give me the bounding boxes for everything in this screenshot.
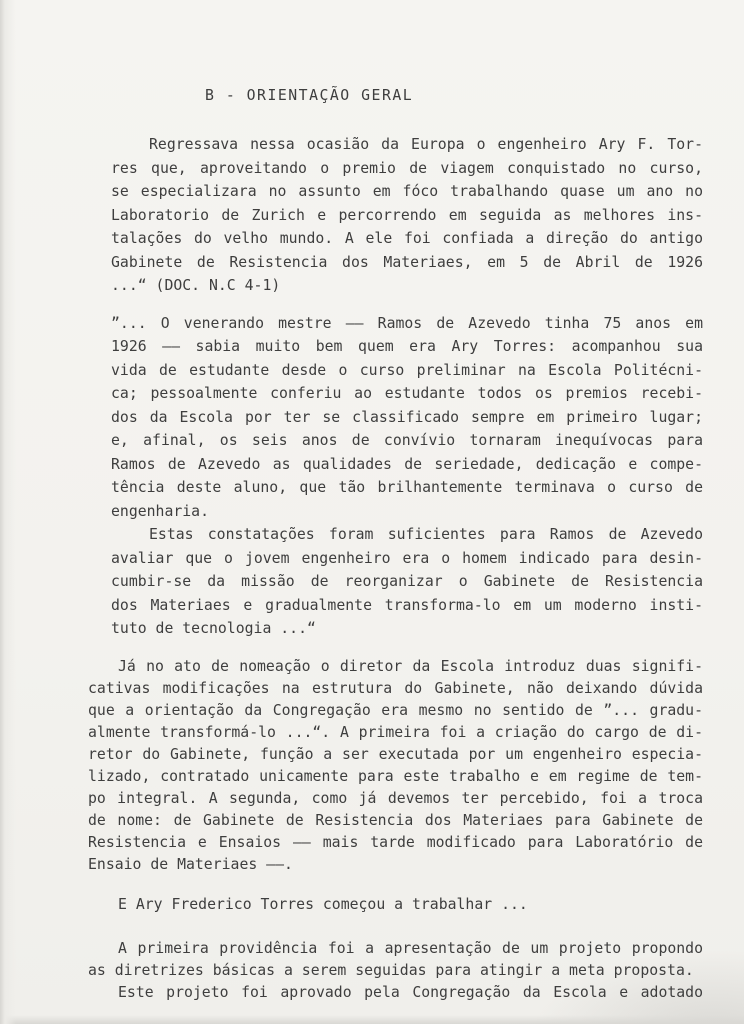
text-line: Laboratorio de Zurich e percorrendo em seguida as melhores ins- <box>111 206 703 224</box>
text-line: Este projeto foi aprovado pela Congregação da Escola e adotado <box>118 983 703 1001</box>
text-line: retor do Gabinete, função a ser executada por um engenheiro especia- <box>88 745 703 763</box>
text-line: tência deste aluno, que tão brilhantemente terminava o curso de <box>111 479 703 496</box>
text-line: engenharia. <box>111 502 209 520</box>
text-line: cativas modificações na estrutura do Gabinete, não deixando dúvida <box>88 679 703 697</box>
text-line: po integral. A segunda, como já devemos ter percebido, foi a troca <box>88 789 703 807</box>
paragraph <box>111 523 703 641</box>
text-line: e, afinal, os seis anos de convívio tornaram inequívocas para <box>111 432 703 449</box>
text-line: lizado, contratado unicamente para este trabalho e em regime de tem- <box>88 767 703 785</box>
text-line: Ensaio de Materiaes ——. <box>88 855 293 873</box>
text-line: ”... O venerando mestre —— Ramos de Azevedo tinha 75 anos em <box>111 314 703 332</box>
paragraph <box>111 133 703 298</box>
text-line: as diretrizes básicas a serem seguidas para atingir a meta proposta. <box>88 961 694 979</box>
text-line: Já no ato de nomeação o diretor da Escola introduz duas signifi- <box>118 657 703 675</box>
document-body <box>0 133 744 1004</box>
text-line: talações do velho mundo. A ele foi confiada a direção do antigo <box>111 230 703 247</box>
text-line: de nome: de Gabinete de Resistencia dos Materiaes para Gabinete de <box>88 811 703 829</box>
text-line: dos Materiaes e gradualmente transforma-lo em um moderno insti- <box>111 596 703 614</box>
section-heading: B - ORIENTAÇÃO GERAL <box>205 87 414 104</box>
text-line: avaliar que o jovem engenheiro era o homem indicado para desin- <box>111 549 703 567</box>
paragraph <box>88 938 703 982</box>
text-line: Ramos de Azevedo as qualidades de seriedade, dedicação e compe- <box>111 455 703 473</box>
text-line: almente transformá-lo ...“. A primeira foi a criação do cargo de di- <box>88 723 703 741</box>
text-line: ...“ (DOC. N.C 4-1) <box>111 277 281 294</box>
text-line: tuto de tecnologia ...“ <box>111 620 316 637</box>
paragraph <box>88 656 703 876</box>
paragraph <box>111 312 703 524</box>
text-line: vida de estudante desde o curso preliminar na Escola Politécni- <box>111 361 703 379</box>
text-line: dos da Escola por ter se classificado sempre em primeiro lugar; <box>111 408 703 426</box>
text-line: se especializara no assunto em fóco trabalhando quase um ano no <box>111 183 703 200</box>
text-line: Regressava nessa ocasião da Europa o engenheiro Ary F. Tor- <box>149 136 703 153</box>
text-line: ca; pessoalmente conferiu ao estudante todos os premios recebi- <box>111 385 703 402</box>
text-line: que a orientação da Congregação era mesmo no sentido de ”... gradu- <box>88 701 703 719</box>
text-line: Resistencia e Ensaios —— mais tarde modificado para Laboratório de <box>88 833 703 851</box>
text-line: Gabinete de Resistencia dos Materiaes, em 5 de Abril de 1926 <box>111 253 703 271</box>
text-line: res que, aproveitando o premio de viagem conquistado no curso, <box>111 159 703 177</box>
text-line: Estas constatações foram suficientes para Ramos de Azevedo <box>149 526 703 543</box>
text-line: A primeira providência foi a apresentação de um projeto propondo <box>118 939 703 957</box>
text-line: 1926 —— sabia muito bem quem era Ary Torres: acompanhou sua <box>111 338 703 355</box>
text-line: cumbir-se da missão de reorganizar o Gabinete de Resistencia <box>111 573 703 590</box>
paragraph <box>88 982 703 1004</box>
text-line: E Ary Frederico Torres começou a trabalhar ... <box>118 895 528 913</box>
paragraph <box>88 894 703 916</box>
